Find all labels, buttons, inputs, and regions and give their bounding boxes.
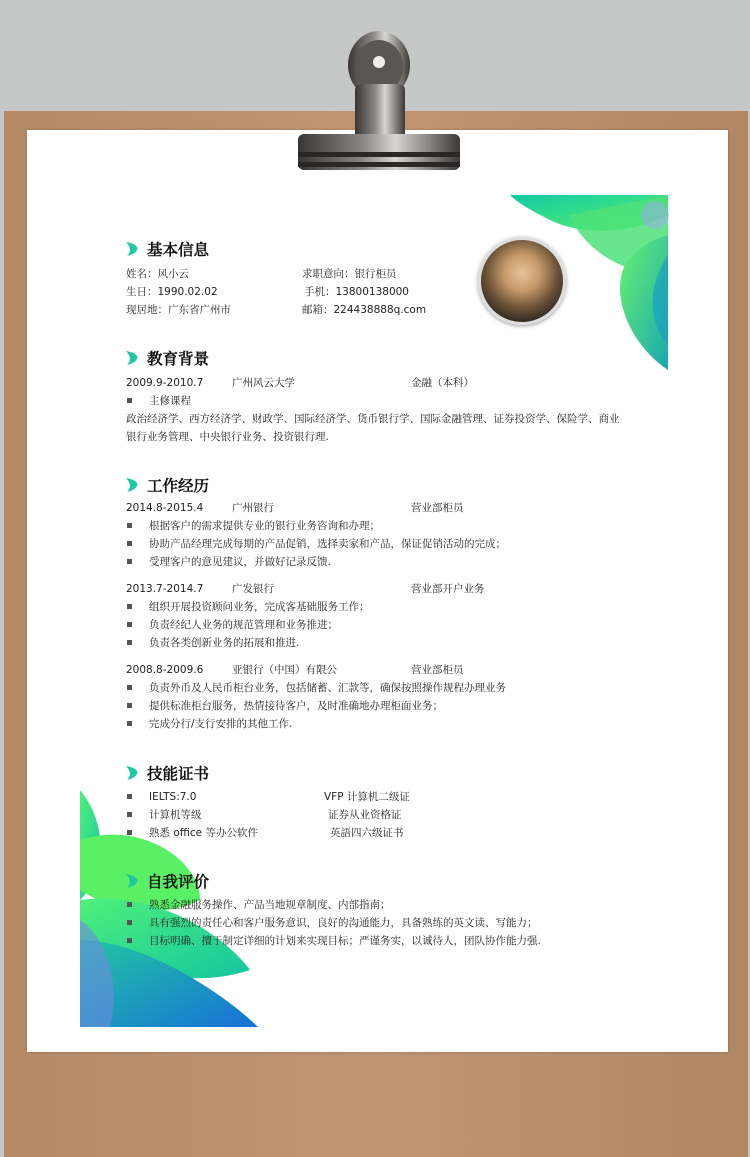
list-item (126, 717, 292, 731)
section-education (126, 347, 209, 369)
courses-label: 主修课程 (149, 395, 191, 407)
job-company: 广发银行 (232, 583, 274, 595)
birth-field: 生日：1990.02.02 (126, 286, 218, 298)
certificate: 英語四六级证书 (330, 827, 404, 839)
job-duty: 根据客户的需求提供专业的银行业务咨询和办理； (149, 520, 380, 532)
job-duty: 提供标准柜台服务，热情接待客户，及时准确地办理柜面业务； (149, 700, 443, 712)
evaluation-text: 熟悉金融服务操作、产品当地规章制度、内部指南； (149, 899, 391, 911)
evaluation-text: 目标明确、擅于制定详细的计划来实现目标；严谨务实，以诚待人，团队协作能力强. (149, 935, 541, 947)
section-title: 基本信息 (147, 241, 210, 259)
job-period: 2014.8-2015.4 (126, 502, 204, 514)
section-title: 技能证书 (147, 765, 210, 783)
skill: IELTS:7.0 (149, 791, 197, 803)
list-item (126, 790, 196, 804)
profile-photo (478, 237, 566, 325)
section-basic-info (126, 238, 209, 260)
job-position: 营业部柜员 (411, 502, 464, 514)
section-leaf-icon (126, 478, 139, 492)
section-work (126, 474, 209, 496)
list-item (126, 808, 202, 822)
list-item (126, 600, 370, 614)
job-duty: 组织开展投资顾问业务，完成客基础服务工作； (149, 601, 370, 613)
list-item (126, 898, 391, 912)
section-leaf-icon (126, 874, 139, 888)
edu-school: 广州风云大学 (232, 377, 295, 389)
list-item (126, 555, 331, 569)
courses-text: 银行业务管理、中央银行业务、投资银行理. (126, 431, 329, 443)
list-item (126, 537, 506, 551)
bullet-icon (127, 604, 132, 609)
list-item (126, 519, 380, 533)
job-period: 2008.8-2009.6 (126, 664, 204, 676)
job-company: 亚银行（中国）有限公 (232, 664, 337, 676)
section-leaf-icon (126, 242, 139, 256)
job-duty: 协助产品经理完成每期的产品促销，选择卖家和产品，保证促销活动的完成； (149, 538, 506, 550)
job-position: 营业部开户业务 (411, 583, 485, 595)
job-duty: 负责经纪人业务的规范管理和业务推进； (149, 619, 338, 631)
bullet-icon (127, 640, 132, 645)
job-company: 广州银行 (232, 502, 274, 514)
bullet-icon (127, 622, 132, 627)
certificate: 证券从业资格证 (328, 809, 402, 821)
edu-period: 2009.9-2010.7 (126, 377, 204, 389)
bullet-icon (127, 721, 132, 726)
name-field: 姓名：风小云 (126, 268, 189, 280)
bullet-icon (127, 398, 132, 403)
resume-page (27, 130, 728, 1052)
section-title: 工作经历 (147, 477, 210, 495)
section-skills (126, 762, 209, 784)
section-title: 教育背景 (147, 350, 210, 368)
bullet-icon (127, 559, 132, 564)
phone-field: 手机：13800138000 (304, 286, 409, 298)
intent-field: 求职意向：银行柜员 (302, 268, 397, 280)
job-period: 2013.7-2014.7 (126, 583, 204, 595)
skill: 熟悉 office 等办公软件 (149, 827, 258, 839)
bullet-icon (127, 523, 132, 528)
section-leaf-icon (126, 766, 139, 780)
list-item (126, 934, 541, 948)
list-item (126, 394, 191, 408)
section-leaf-icon (126, 351, 139, 365)
evaluation-text: 具有强烈的责任心和客户服务意识，良好的沟通能力，具备熟练的英文读、写能力； (149, 917, 538, 929)
location-field: 现居地：广东省广州市 (126, 304, 231, 316)
job-duty: 负责各类创新业务的拓展和推进. (149, 637, 300, 649)
job-duty: 完成分行/支行安排的其他工作. (149, 718, 293, 730)
courses-text: 政治经济学、西方经济学、财政学、国际经济学、货币银行学、国际金融管理、证券投资学、保险学、商业 (126, 413, 620, 425)
section-title: 自我评价 (147, 873, 210, 891)
bullet-icon (127, 541, 132, 546)
job-duty: 受理客户的意见建议，并做好记录反馈. (149, 556, 331, 568)
section-self-evaluation (126, 870, 209, 892)
job-position: 营业部柜员 (411, 664, 464, 676)
list-item (126, 826, 258, 840)
list-item (126, 618, 338, 632)
list-item (126, 636, 299, 650)
edu-major: 金融（本科） (411, 377, 474, 389)
job-duty: 负责外币及人民币柜台业务，包括储蓄、汇款等，确保按照操作规程办理业务 (149, 682, 506, 694)
certificate: VFP 计算机二级证 (324, 791, 410, 803)
list-item (126, 699, 443, 713)
binder-clip-icon (295, 22, 465, 172)
list-item (126, 916, 538, 930)
bullet-icon (127, 685, 132, 690)
list-item (126, 681, 506, 695)
bullet-icon (127, 703, 132, 708)
skill: 计算机等级 (149, 809, 202, 821)
email-field: 邮箱：224438888q.com (302, 304, 427, 316)
